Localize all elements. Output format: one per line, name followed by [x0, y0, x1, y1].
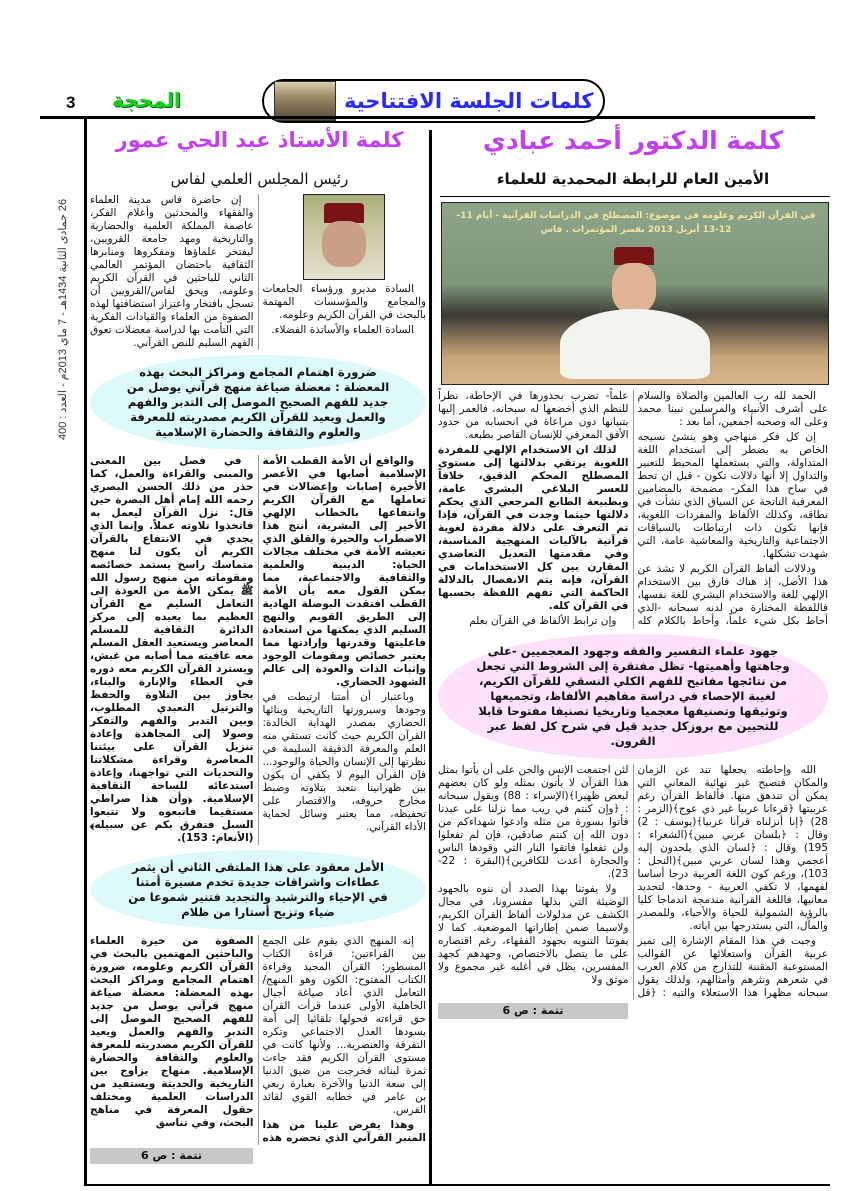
paragraph: ودلالات ألفاظ القرآن الكريم لا تشذ عن هذا الأصل، إذ هناك فارق بين الاستخدام الإلهي للغة والاستخدام البشري للغة نفسها، فاللفظة المختارة من لدنه سبحانه -الذي أحاط بكل شيء علماً، وأحاط بالكلام كله علماً- تضرب بجذورها في الإحاطة، نظراً للنظم الذي أخضعها له سبحانه، فالعمر إليها بتبيانها دون مراعاة في انحسابه من حدود الأفق المعرفي للإنسان القاصر بطبعه.	[438, 390, 828, 627]
issue-date: 26 جمادى الثانية 1434هـ - 7 ماي 2013م - العدد : 400	[57, 198, 69, 440]
paragraph: وإن ترابط الألفاظ في القرآن بعلم	[469, 615, 617, 627]
paragraph: السادة مديرو ورؤساء الجامعات والمجامع والمؤسسات المهتمة بالبحث في القرآن الكريم وعلومه.	[262, 283, 426, 321]
left-article-columns	[90, 194, 426, 1145]
speaker-photo-abbadi	[441, 202, 829, 385]
speaker-face	[612, 263, 656, 313]
paragraph: إن حاضرة فاس مدينة العلماء والفقهاء والمحدثين وأعلام الفكر، عاصمة المملكة العلمية والحضارية والتاريخية ومهد جامعة القرويين، ليفتخر علماؤها ومفكروها ومنابرها الثقافية باحتضان المؤتمر العالمي الثاني للباحثين في القرآن الكريم وعلومه، ويحق لفاس/القرويين أن تسجل بافتخار واعتزاز استضافتها لهذه الصفوة من العلماء والقيادات الفكرية التي التأمت بها لدراسة معضلات تعوق الفهم السليم للنص القرآني.	[90, 194, 254, 349]
section-title: كلمات الجلسة الافتتاحية	[344, 89, 594, 113]
pull-quote-line: للفهم الكلي النسقي للقرآن الكريم، لغيبة	[478, 674, 776, 703]
paragraph: الحمد لله رب العالمين والصلاة والسلام على أشرف الأنبياء والمرسلين نبينا محمد وعلى اله وصحبه أجمعين، أما بعد :	[637, 390, 828, 428]
speaker-photo-amour	[303, 194, 385, 280]
pull-quote-line: تصنيفا مفتوحا قابلا للتحيين مع بروزكل	[478, 704, 779, 733]
pull-quote-line: وتوثيقها وتصنيفها معجميا وتاريخيا	[592, 704, 788, 718]
right-article-body	[438, 390, 828, 1019]
newspaper-logo: المحجة	[112, 88, 181, 112]
pull-quote-line: وجاهتها وأهميتها- تظل مفتقرة إلى	[588, 659, 790, 673]
pull-quote-line: الأمل معقود على هذا	[264, 860, 384, 874]
paragraph: إن كل فكر منهاجي وهو ينشئ نسيجه الخاص به يضطر إلى استخدام اللغة المتداولة، والتي يستعملها المحيط للتعبير والتداول إلا أنها دلالات تكون - قبل ان تحط في ساح هذا الفكر- مضمخة بالمضامين المعرفية الناتجة عن السياق الذي نشأت في نطاقه، وكذلك الألفاظ والمفردات اللغوية، فإنها تكون ذات ارتباطات بالسياقات الاجتماعية والتاريخية والمعاشية عامة، التي شهدت تشكلها.	[637, 431, 828, 560]
pull-quote-line: شموعا من ضياء وتزيح أستارا	[128, 890, 335, 919]
left-article-body	[90, 194, 426, 1164]
pull-quote-line: جديد قيل في شرح كل لفظ	[511, 719, 668, 733]
pull-quote-line: الإحياء والترشيد والتجديد فتنير	[192, 890, 365, 904]
left-article-subtitle: رئيس المجلس العلمي لفاس	[170, 170, 349, 188]
pull-quote-line: الإسلامية	[155, 425, 207, 439]
flowers	[560, 309, 710, 379]
pull-quote-line: والعلوم والثقافة والحضارة	[210, 425, 361, 439]
pull-quote-line: من ظلام	[181, 905, 231, 919]
continued-note[interactable]: تتمة : ص 6	[438, 1003, 628, 1019]
paragraph: في فصل بين المعنى والمبنى والقراءة والعمل، كما حذر من ذلك الحسن البصري رحمه الله إمام أهل البصرة حين قال: نزل القرآن ليعمل به فاتخذوا تلاوته عملاً. وإنما الذي يجدي في الانتفاع بالقرآن الكريم أن يكون لنا منهج متماسك راسخ يستمد خصائصه ومقوماته من منهج رسول الله ﷺ يمكن الأمة من العودة إلى التعامل السليم مع القرآن العظيم بما يعيده إلى مركز الدائرة الثقافية للمسلم المعاصر ويستعيد العقل المسلم معه عافيته مما أصابه من غبش، ويسترد القرآن الكريم معه دوره في العطاء والإنارة والبناء، يجاوز بين التلاوة والحفظ والترتيل التعبدي المطلوب، وبين التدبر والفهم والتفكر وصولا إلى المجاهدة وإعادة تنزيل القرآن على بيئتنا المعاصرة وقراءة مشكلاتنا والتحديات التي تواجهنا، وإعادة استدعائه للساحة الثقافية الإسلامية. ﴿وأن هذا صراطي مستقيما فاتبعوه ولا تتبعوا السبل فتفرق بكم عن سبيله﴾(الأنعام: 153).	[90, 455, 254, 844]
pull-quote-line: الصحيح الموصل إلى التدبر والفهم والعمل	[127, 395, 386, 424]
left-article-headline: كلمة الأستاذ عبد الحي عمور	[115, 128, 404, 152]
pull-quote-line: جهود علماء التفسير	[666, 644, 779, 658]
pull-quote-ellipse	[90, 850, 426, 930]
paragraph: لذلك ان الاستخدام الإلهي للمفردة اللغوية يرتقي بدلالتها إلى مستوى المصطلح المحكم الدقيق، خلافاً للعسر البلاغي البشري عامة، وبطبيعة الطابع المرجعي الذي يحكم دلالتها حيثما وجدت في القرآن، فإذا تم التعرف على دلالة مفردة لغوية قرآنية بالآليات المنهجية المناسبة، وفي مقدمتها التعديل التعاضدي المقارن بين كل الاستخدامات في القرآن، فإنه يتم الانفصال بالدلالة الحاكمة التي تفهم اللفظة بحسبها في القرآن كله.	[438, 444, 629, 612]
pull-quote-line: منهج قرآني يوصل من جديد للفهم	[126, 380, 389, 409]
pull-quote-line: الشروط التي تجعل من نتائجها مفاتيح	[476, 659, 788, 688]
right-article-columns	[438, 390, 828, 1000]
pull-quote-ellipse	[90, 355, 426, 450]
pull-quote-line: والفقه وجهود المعجميين -على	[487, 644, 662, 658]
pull-quote-ellipse	[438, 634, 828, 759]
continued-note[interactable]: تتمة : ص 6	[90, 1148, 253, 1164]
page-number: 3	[66, 93, 76, 112]
paragraph: ولا يفوتنا بهذا الصدد أن ننوه بالجهود الوضيئة التي بذلها مفسرونا، في مجال الكشف عن مدلولات ألفاظ القرآن الكريم، ولاسيما ضمن إطاراتها الموضعية. كما لا يفوتنا التنويه بجهود الفقهاء، رغم اقتصاره على ما يتصل بالاختصاص، وجهدهم كجهد المفسرين، يظل في أغلبه غير مجموع ولا موثق ولا	[438, 883, 629, 986]
paragraph: وجبت في هذا المقام الإشارة إلى تميز عربية القرآن واستعلائها عن القوالب المستوعبة المقننة للتدارج من كلام العرب في شعرهم ونثرهم وأمثالهم، ولذلك يقول سبحانه مظهرا هذا الاستعلاء والتيه : ﴿قل لئن اجتمعت الإنس والجن على أن يأتوا بمثل هذا القرآن لا يأتون بمثله ولو كان بعضهم لبعض ظهيرا﴾(الإسراء : 88) ويقول سبحانه : ﴿وإن كنتم في ريب مما نزلنا على عبدنا فأتوا بسورة من مثله وادعوا شهداءكم من دون الله إن كنتم صادقين، فإن لم تفعلوا ولن تفعلوا فاتقوا النار التي وقودها الناس والحجارة أعدت للكافرين﴾(البقرة : 22-23).	[438, 764, 828, 999]
paragraph: إنه المنهج الذي يقوم على الجمع بين القراءتين: قراءة الكتاب المسطور: القرآن المجيد وقراءة الكتاب المفتوح: الكون وهو المنهج/التعامل الذي أعاد صياغة أجيال الجاهلية الأولى عندما قرأت القرآن حق قراءته فحولها تلقائيا إلى أمة يسودها العدل الاجتماعي وتكره التفرقة والعنصرية... ولأنها كانت في مستوى القرآن الكريم فقد جاءت ثمرة لبنائه فخرجت من ضيق الدنيا إلى سعة الدنيا والآخرة بعبارة ربعي بن عامر في خطابه القوي لقائد الفرس.	[262, 935, 426, 1116]
banner-text: في القرآن الكريم وعلومه في موضوع: المصطلح في الدراسات القرآنية - أيام 11-12-13 أبريل 2013 بقصر المؤتمرات . فاس	[456, 211, 816, 235]
pull-quote-line: الملتقى الثاني أن يثمر عطاءات	[132, 860, 381, 889]
paragraph: وباعتبار أن أمتنا ارتبطت في وجودها وسيرورتها التاريخية وبنائها الحضاري بمصدر الهداية الخالدة: القرآن الكريم حيث كانت تستقي منه العلم والمعرفة الدقيقة السليمة في نظرتها إلى الإنسان والحياة والوجود... فإن القرآن اليوم لا يكفي أن يكون بين ظهرانينا نتعبد بتلاوته وضبط مخارج حروفه، والاقتصار على تحفيظه، مما يعتبر وسائل لحماية الأداء القرآني.	[262, 691, 426, 833]
subtitle-rule	[440, 196, 830, 197]
right-article-subtitle: الأمين العام للرابطة المحمدية للعلماء	[496, 170, 770, 188]
paragraph: الله وإحاطته يجعلها تند عن الزمان والمكان فتصبح غير نهائية المعاني التي يمكن أن تندهق منها. فألفاظ القرآن رغم عربيتها ﴿قرءانا عربيا غير ذي عوج﴾(الزمر : 28) ﴿إنا أنزلناه قرآنا عربيا﴾(يوسف : 2) وقال : ﴿بلسان عربي مبين﴾(الشعراء : 195) وقال : ﴿لسان الذي يلحدون إليه أعجمي وهذا لسان عربي مبين﴾(النحل : 103)، ورغم كون اللغة العربية درجا أساسا لفهمها، لا تكفي العربية - وحدها- لتحديد معانيها، فاللغة القرآنية مندمجة اندماجا كليا بالرؤية الشمولية للحياة والأحياء، وللمصدر والمآل، التي يستدرجها بين اياته.	[637, 764, 828, 932]
pull-quote-line: واشراقات جديدة تخدم مسيرة أمتنا في	[135, 875, 388, 904]
footer-rule	[84, 1184, 830, 1186]
fez-hat	[324, 203, 364, 223]
conference-hall-photo	[274, 81, 336, 121]
header-rule	[40, 116, 815, 119]
right-article-headline: كلمة الدكتور أحمد عبادي	[482, 126, 784, 155]
margin-rule	[84, 118, 87, 1184]
article-divider	[429, 130, 432, 1184]
pull-quote-line: الإحصاء في دراسة مفاهيم الألفاظ، وتجميعها	[490, 689, 745, 703]
paragraph: وهذا يفرض علينا من هذا المنبر القرآني الذي تحضره هذه الصفوة من خيرة العلماء والباحثين المهتمين بالبحث في القرآن الكريم وعلومه، ضرورة اهتمام المجامع ومراكز البحث بهذه المعضلة: معضلة صياغة منهج قرآني يوصل من جديد للفهم الصحيح الموصل إلى التدبر والفهم والعمل ويعيد للقرآن الكريم مصدريته للمعرفة والعلوم والثقافة والحضارة الإسلامية. منهاج يزاوج بين التاريخية والحديثة ويستفيد من الدراسات العلمية ومختلف حقول المعرفة في مناهج البحث، وفي تناسق	[90, 935, 426, 1144]
speaker-face	[322, 221, 366, 267]
paragraph: السادة العلماء والأساتذة الفضلاء.	[271, 324, 414, 336]
pull-quote-line: ويعيد للقرآن الكريم مصدريته للمعرفة	[130, 410, 342, 424]
pull-quote-line: عبر القرون.	[487, 719, 656, 748]
paragraph: والواقع أن الأمة القطب الأمة الإسلامية أصابها في الأعصر الأخيرة إصابات وإعضالات في تعاملها مع القرآن الكريم وانتفاعها بالخطاب الإلهي الأخير إلى البشرية، أنتج هذا الاضطراب والحيرة والقلق الذي تعيشه الأمة في مختلف مجالات الحياة: الدينية والعلمية والثقافية والاجتماعية، مما يمكن القول معه بأن الأمة القطب افتقدت البوصلة الهادية إلى الطريق القويم والنهج السليم الذي يمكنها من استعادة فاعليتها وقدرتها وإرادتها مما يعتبر خصائص ومقومات الوجود وإثبات الذات والعودة إلى عالم الشهود الحضاري.	[262, 455, 426, 688]
pull-quote-line: ضرورة اهتمام المجامع ومراكز	[206, 365, 377, 379]
pull-quote-line: البحث بهذه المعضلة : معضلة صياغة	[139, 365, 390, 394]
